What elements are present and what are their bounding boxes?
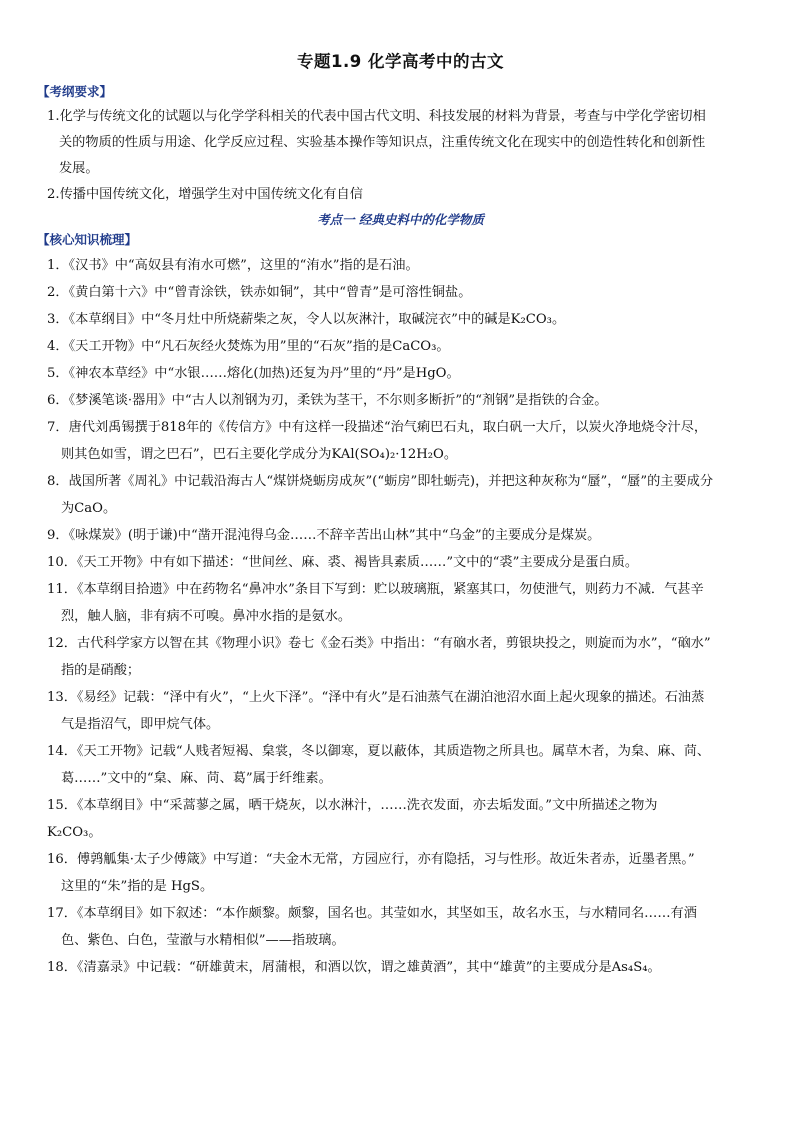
list-item-continuation: K₂CO₃。 [47,825,102,840]
list-item-text: 12．古代科学家方以智在其《物理小识》卷七《金石类》中指出：“有硇水者，剪银块投之，则旋而为水”，“硇水” [47,636,711,651]
list-item-text: 9．《咏煤炭》(明于谦)中“凿开混沌得乌金……不辞辛苦出山林”其中“乌金”的主要成分是煤炭。 [47,528,601,543]
list-item [47,252,754,279]
list-item-text: 5．《神农本草经》中“水银……熔化(加热)还复为丹”里的“丹”是HgO。 [47,366,460,381]
list-item [47,333,754,360]
list-item [47,279,754,306]
list-item [47,846,754,900]
list-item-continuation: 烈，触人脑，非有病不可嗅。鼻冲水指的是氨水。 [61,609,352,624]
list-item [47,576,754,630]
requirement-1-cont: 关的物质的性质与用途、化学反应过程、实验基本操作等知识点，注重传统文化在现实中的创造性转化和创新性 [59,135,706,150]
list-item-text: 6．《梦溪笔谈·器用》中“古人以剂钢为刃，柔铁为茎干，不尔则多断折”的“剂钢”是指铁的合金。 [47,393,608,408]
list-item [47,630,754,684]
section-title: 考点一 经典史料中的化学物质 [317,212,484,227]
requirement-1-cont2: 发展。 [59,161,99,176]
list-item-continuation: 气是指沼气，即甲烷气体。 [61,717,220,732]
list-item-text: 4．《天工开物》中“凡石灰经火焚炼为用”里的“石灰”指的是CaCO₃。 [47,339,450,354]
requirement-1 [47,104,754,182]
list-item-text: 14．《天工开物》记载“人贱者短褐、枲裳，冬以御寒，夏以蔽体，其质造物之所具也。属草木者，为枲、麻、苘、 [47,744,711,759]
requirement-2-line: 2.传播中国传统文化，增强学生对中国传统文化有自信 [47,187,363,202]
list-item-continuation: 色、紫色、白色，莹澈与水精相似”——指玻璃。 [61,933,345,948]
list-item [47,738,754,792]
list-item-text: 17．《本草纲目》如下叙述：“本作颇黎。颇黎，国名也。其莹如水，其坚如玉，故名水玉，与水精同名……有酒 [47,906,697,921]
list-item-text: 11．《本草纲目拾遗》中在药物名“鼻冲水”条目下写到：贮以玻璃瓶，紧塞其口，勿使泄气，则药力不减．气甚辛 [47,582,704,597]
list-item-continuation: 这里的“朱”指的是 HgS。 [61,879,214,894]
list-item [47,522,754,549]
list-item-continuation: 为CaO。 [61,501,117,516]
exam-requirements-tag: 【考纲要求】 [37,84,113,99]
list-item-text: 2．《黄白第十六》中“曾青涂铁，铁赤如铜”，其中“曾青”是可溶性铜盐。 [47,285,472,300]
list-item-text: 8．战国所著《周礼》中记载沿海古人“煤饼烧蛎房成灰”(“蛎房”即牡蛎壳)，并把这种灰称为“蜃”，“蜃”的主要成分 [47,474,714,489]
list-item [47,387,754,414]
list-item [47,306,754,333]
list-item [47,468,754,522]
list-item-text: 1．《汉书》中“高奴县有洧水可燃”，这里的“洧水”指的是石油。 [47,258,419,273]
knowledge-list [47,252,754,981]
list-item-continuation: 指的是硝酸； [61,663,141,678]
list-item-text: 3．《本草纲目》中“冬月灶中所烧薪柴之灰，令人以灰淋汁，取碱浣衣”中的碱是K₂CO₃。 [47,312,566,327]
list-item [47,900,754,954]
list-item-text: 7．唐代刘禹锡撰于818年的《传信方》中有这样一段描述“治气痢巴石丸，取白矾一大斤，以炭火净地烧令汁尽， [47,420,708,435]
list-item-text: 10．《天工开物》中有如下描述：“世间丝、麻、裘、褐皆具素质……”文中的“裘”主要成分是蛋白质。 [47,555,639,570]
list-item-continuation: 则其色如雪，谓之巴石”，巴石主要化学成分为KAl(SO₄)₂·12H₂O。 [61,447,458,462]
list-item [47,414,754,468]
requirement-2 [47,182,754,208]
core-knowledge-tag: 【核心知识梳理】 [37,232,138,247]
list-item-text: 16．傅鹑觚集·太子少傅箴》中写道：“夫金木无常，方园应行，亦有隐括，习与性形。故近朱者赤，近墨者黑。” [47,852,695,867]
list-item [47,684,754,738]
page-title: 专题1.9 化学高考中的古文 [297,52,504,71]
list-item [47,360,754,387]
list-item [47,792,754,846]
list-item [47,549,754,576]
list-item-text: 15．《本草纲目》中“采蒿蓼之属，晒干烧灰，以水淋汁，……洗衣发面，亦去垢发面。”文中所描述之物为 [47,798,658,813]
list-item [47,954,754,981]
list-item-text: 13．《易经》记载：“泽中有火”，“上火下泽”。“泽中有火”是石油蒸气在湖泊池沼水面上起火现象的描述。石油蒸 [47,690,705,705]
requirement-1-line: 1.化学与传统文化的试题以与化学学科相关的代表中国古代文明、科技发展的材料为背景，考查与中学化学密切相 [47,109,706,124]
list-item-text: 18．《清嘉录》中记载：“研雄黄末，屑蒲根，和酒以饮，谓之雄黄酒”，其中“雄黄”的主要成分是As₄S₄。 [47,960,661,975]
list-item-continuation: 葛……”文中的“枲、麻、苘、葛”属于纤维素。 [61,771,332,786]
